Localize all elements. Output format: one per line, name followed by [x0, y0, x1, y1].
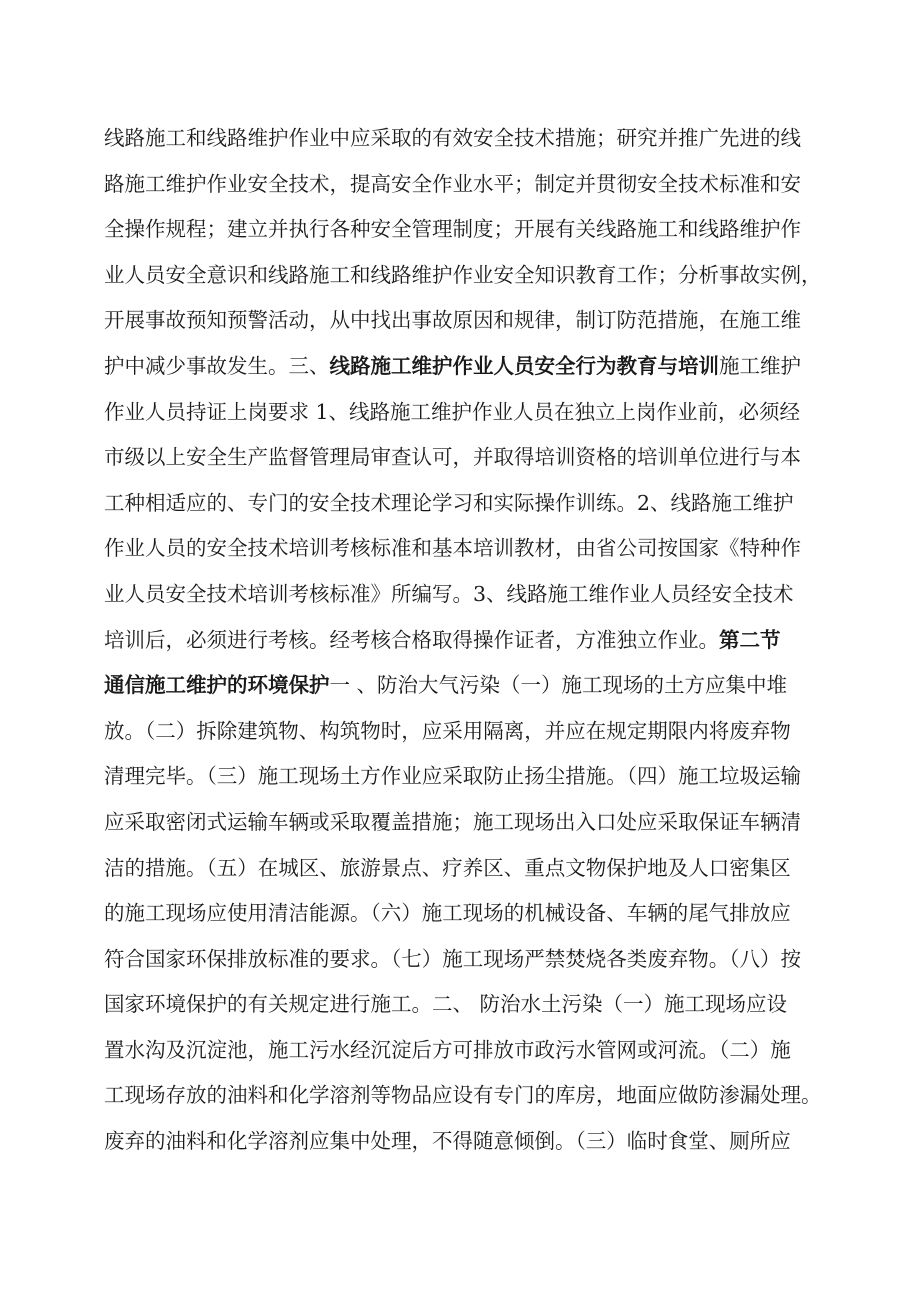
- text-run: 符合国家环保排放标准的要求。（七）施工现场严禁焚烧各类废弃物。（八）按: [104, 946, 801, 971]
- text-run: 的施工现场应使用清洁能源。（六）施工现场的机械设备、车辆的尾气排放应: [104, 901, 791, 926]
- text-line: [104, 891, 839, 937]
- text-run: 路施工维护作业安全技术，提高安全作业水平；制定并贯彻安全技术标准和安: [104, 171, 801, 196]
- text-run: 作业人员持证上岗要求 1、线路施工维护作业人员在独立上岗作业前，必须经: [104, 399, 801, 424]
- text-run: 废弃的油料和化学溶剂应集中处理，不得随意倾倒。（三）临时食堂、厕所应: [104, 1129, 791, 1154]
- text-run: 置水沟及沉淀池，施工污水经沉淀后方可排放市政污水管网或河流。（二）施: [104, 1037, 791, 1062]
- text-line: [104, 754, 839, 800]
- text-run: 开展事故预知预警活动，从中找出事故原因和规律，制订防范措施，在施工维: [104, 308, 801, 333]
- bold-heading-run: 第二节: [719, 627, 781, 652]
- bold-heading-run: 线路施工维护作业人员安全行为教育与培训: [329, 353, 719, 378]
- text-run: 作业人员的安全技术培训考核标准和基本培训教材，由省公司按国家《特种作: [104, 536, 801, 561]
- text-line: [104, 1073, 839, 1119]
- text-run: 培训后，必须进行考核。经考核合格取得操作证者，方准独立作业。: [104, 627, 719, 652]
- text-line: [104, 663, 839, 709]
- text-run: 业人员安全意识和线路施工和线路维护作业安全知识教育工作；分析事故实例，: [104, 262, 822, 287]
- text-line: [104, 435, 839, 481]
- text-line: [104, 390, 839, 436]
- text-line: [104, 800, 839, 846]
- text-line: [104, 207, 839, 253]
- text-line: [104, 526, 839, 572]
- text-line: [104, 846, 839, 892]
- body-text: [104, 116, 839, 1165]
- text-line: [104, 1119, 839, 1165]
- text-line: [104, 572, 839, 618]
- text-run: 施工维护: [719, 353, 801, 378]
- text-run: 放。（二）拆除建筑物、构筑物时，应采用隔离，并应在规定期限内将废弃物: [104, 718, 791, 743]
- text-run: 清理完毕。（三）施工现场土方作业应采取防止扬尘措施。（四）施工垃圾运输: [104, 764, 801, 789]
- text-run: 全操作规程；建立并执行各种安全管理制度；开展有关线路施工和线路维护作: [104, 217, 801, 242]
- text-run: 线路施工和线路维护作业中应采取的有效安全技术措施；研究并推广先进的线: [104, 126, 801, 150]
- text-line: [104, 298, 839, 344]
- bold-heading-run: 通信施工维护的环境保护: [104, 673, 330, 698]
- text-run: 洁的措施。（五）在城区、旅游景点、疗养区、重点文物保护地及人口密集区: [104, 855, 791, 880]
- text-line: [104, 982, 839, 1028]
- text-line: [104, 937, 839, 983]
- text-run: 工现场存放的油料和化学溶剂等物品应设有专门的库房，地面应做防渗漏处理。: [104, 1083, 822, 1108]
- text-line: [104, 481, 839, 527]
- text-run: 护中减少事故发生。三、: [104, 353, 330, 378]
- text-line: [104, 116, 839, 162]
- text-run: 国家环境保护的有关规定进行施工。二、 防治水土污染（一）施工现场应设: [104, 992, 788, 1017]
- text-run: 市级以上安全生产监督管理局审查认可，并取得培训资格的培训单位进行与本: [104, 445, 801, 470]
- text-run: 业人员安全技术培训考核标准》所编写。3、线路施工维作业人员经安全技术: [104, 581, 794, 606]
- text-run: 工种相适应的、专门的安全技术理论学习和实际操作训练。2、线路施工维护: [104, 490, 794, 515]
- text-line: [104, 1028, 839, 1074]
- text-run: 一 、防治大气污染（一）施工现场的土方应集中堆: [329, 673, 788, 698]
- text-run: 应采取密闭式运输车辆或采取覆盖措施；施工现场出入口处应采取保证车辆清: [104, 809, 801, 834]
- text-line: [104, 162, 839, 208]
- text-line: [104, 709, 839, 755]
- text-line: [104, 618, 839, 664]
- text-line: [104, 253, 839, 299]
- text-line: [104, 344, 839, 390]
